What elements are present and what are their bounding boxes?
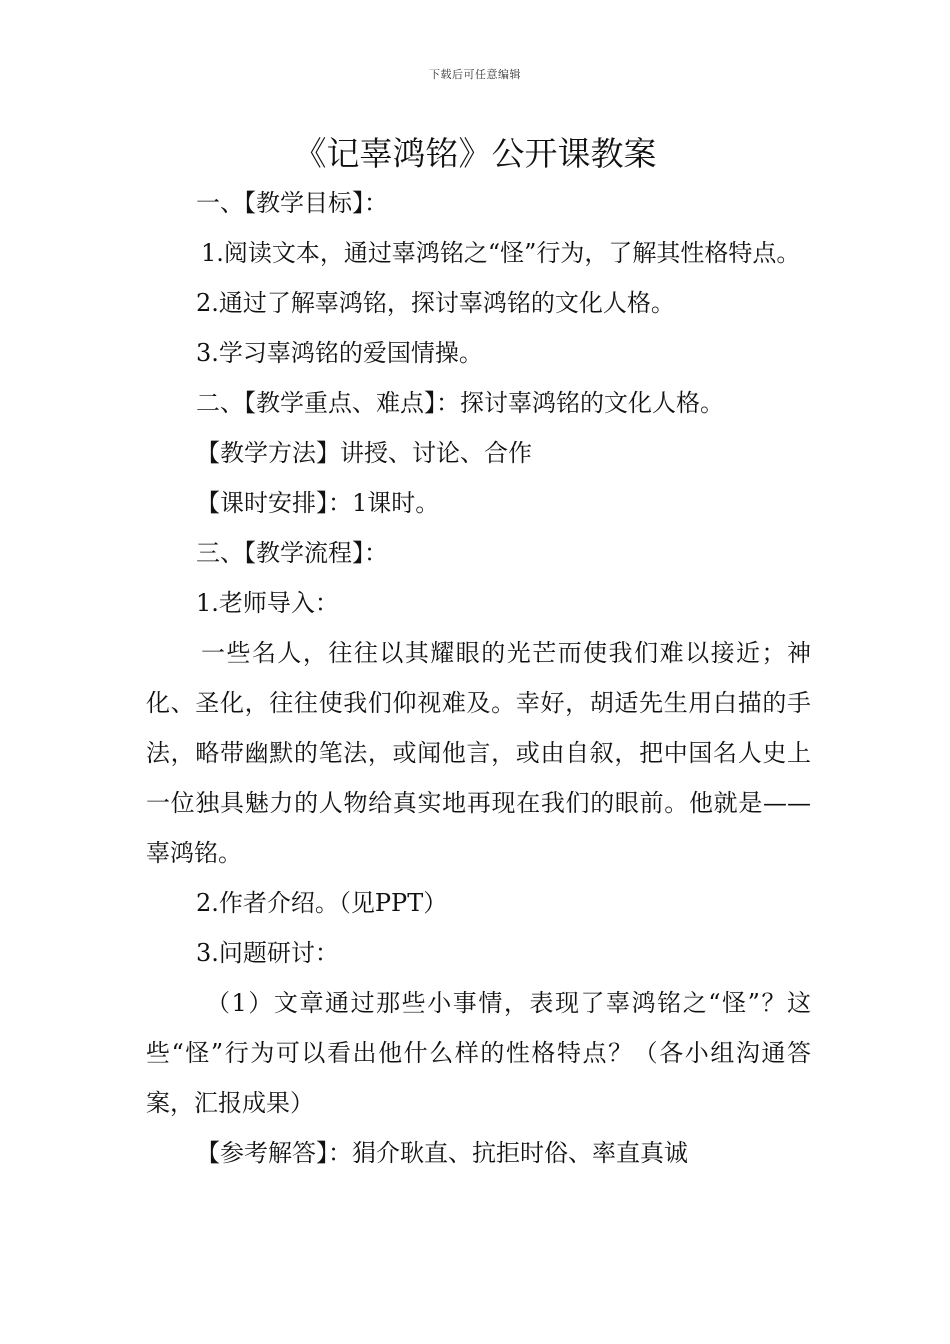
intro-paragraph: 一些名人，往往以其耀眼的光芒而使我们难以接近；神化、圣化，往往使我们仰视难及。幸好，胡适先生用白描的手法，略带幽默的笔法，或闻他言，或由自叙，把中国名人史上一位独具魅力的人物给真实地再现在我们的眼前。他就是——辜鸿铭。 xyxy=(146,639,811,867)
document-title: 《记辜鸿铭》公开课教案 xyxy=(293,134,657,173)
section-heading-process: 三、【教学流程】： xyxy=(196,539,388,567)
objective-item-1: 1.阅读文本，通过辜鸿铭之“怪”行为，了解其性格特点。 xyxy=(201,239,801,267)
teaching-methods: 【教学方法】讲授、讨论、合作 xyxy=(196,439,532,467)
objective-item-2: 2.通过了解辜鸿铭，探讨辜鸿铭的文化人格。 xyxy=(196,289,675,317)
header-note: 下载后可任意编辑 xyxy=(429,68,521,81)
discussion-question-1: （1）文章通过那些小事情，表现了辜鸿铭之“怪”？这些“怪”行为可以看出他什么样的性格特点？（各小组沟通答案，汇报成果） xyxy=(146,989,811,1117)
class-schedule: 【课时安排】：1课时。 xyxy=(196,489,440,517)
section-heading-key-points: 二、【教学重点、难点】：探讨辜鸿铭的文化人格。 xyxy=(196,389,724,417)
reference-answer: 【参考解答】：狷介耿直、抗拒时俗、率直真诚 xyxy=(196,1139,688,1167)
process-step-2: 2.作者介绍。（见PPT） xyxy=(196,889,448,917)
process-step-1: 1.老师导入： xyxy=(196,589,339,617)
section-heading-objectives: 一、【教学目标】： xyxy=(196,189,388,217)
process-step-3: 3.问题研讨： xyxy=(196,939,339,967)
objective-item-3: 3.学习辜鸿铭的爱国情操。 xyxy=(196,339,483,367)
document-body xyxy=(146,178,811,1178)
